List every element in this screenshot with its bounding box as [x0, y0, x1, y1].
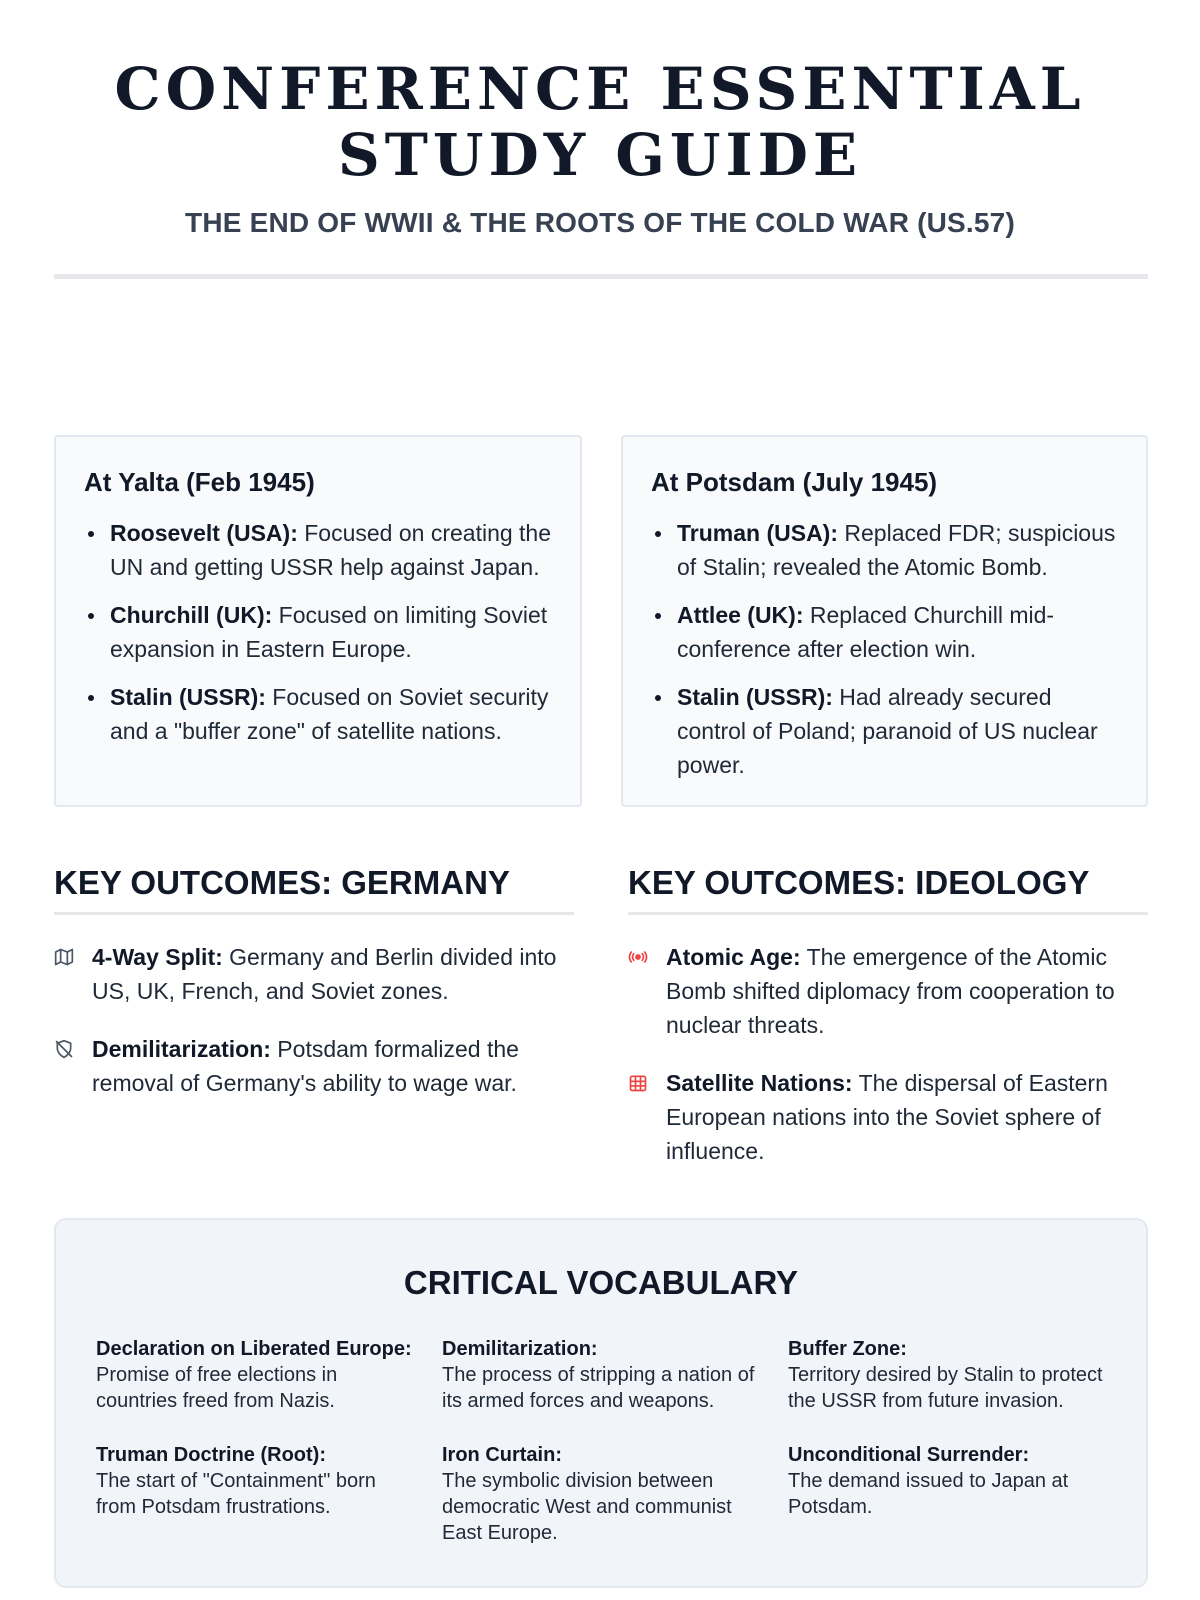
- vocab-term-definition: Territory desired by Stalin to protect the USSR from future invasion.: [788, 1364, 1103, 1412]
- yalta-card-title: At Yalta (Feb 1945): [84, 467, 315, 497]
- ideology-outcome-item: [628, 1066, 1148, 1168]
- list-item-text: Focused on limiting Soviet expansion in Eastern Europe.: [110, 602, 548, 662]
- yalta-card: [54, 435, 582, 807]
- vocab-term-definition: The start of "Containment" born from Potsdam frustrations.: [96, 1470, 376, 1518]
- outcome-text: [54, 1032, 574, 1100]
- vocab-term: [788, 1336, 1108, 1414]
- outcome-description: The emergence of the Atomic Bomb shifted diplomacy from cooperation to nuclear threats.: [666, 944, 1115, 1038]
- outcome-label: 4-Way Split:: [92, 944, 223, 970]
- list-item: [84, 680, 552, 748]
- list-item-label: Roosevelt (USA):: [110, 520, 298, 546]
- list-item-label: Truman (USA):: [677, 520, 838, 546]
- vocab-term-name: Truman Doctrine (Root):: [96, 1444, 326, 1466]
- germany-outcome-item: [54, 1032, 574, 1100]
- outcome-description: Germany and Berlin divided into US, UK, French, and Soviet zones.: [92, 944, 557, 1004]
- shield-off-icon: [54, 1039, 74, 1059]
- vocab-term-definition: The demand issued to Japan at Potsdam.: [788, 1470, 1069, 1518]
- list-item-text: Focused on creating the UN and getting USSR help against Japan.: [110, 520, 552, 580]
- vocab-term-definition: The symbolic division between democratic West and communist East Europe.: [442, 1470, 732, 1544]
- vocab-term: [442, 1442, 762, 1546]
- list-item-text: Replaced Churchill mid-conference after election win.: [677, 602, 1055, 662]
- germany-outcomes-heading: KEY OUTCOMES: GERMANY: [54, 864, 574, 915]
- vocab-term-definition: Promise of free elections in countries freed from Nazis.: [96, 1364, 338, 1412]
- page-subtitle: THE END OF WWII & THE ROOTS OF THE COLD WAR (US.57): [185, 207, 1015, 238]
- vocab-term: [442, 1336, 762, 1414]
- list-item-label: Attlee (UK):: [677, 602, 804, 628]
- ideology-outcome-item: [628, 940, 1148, 1042]
- list-item-label: Stalin (USSR):: [110, 684, 266, 710]
- vocab-term-name: Iron Curtain:: [442, 1444, 562, 1466]
- potsdam-card-title: At Potsdam (July 1945): [651, 467, 938, 497]
- potsdam-list: [651, 516, 1118, 782]
- outcome-text: [628, 940, 1148, 1042]
- vocab-term: [96, 1442, 416, 1520]
- outcome-label: Satellite Nations:: [666, 1070, 853, 1096]
- vocab-term-name: Buffer Zone:: [788, 1338, 907, 1360]
- vocab-term-name: Unconditional Surrender:: [788, 1444, 1030, 1466]
- germany-outcome-item: [54, 940, 574, 1008]
- vocab-term: [788, 1442, 1108, 1520]
- ideology-outcomes-heading: KEY OUTCOMES: IDEOLOGY: [628, 864, 1148, 915]
- vocab-term-name: Demilitarization:: [442, 1338, 598, 1360]
- list-item-label: Churchill (UK):: [110, 602, 273, 628]
- page-title: [0, 56, 1200, 188]
- list-item: [84, 516, 552, 584]
- outcome-description: The dispersal of Eastern European nations into the Soviet sphere of influence.: [666, 1070, 1108, 1164]
- vocab-term: [96, 1336, 416, 1414]
- list-item-text: Had already secured control of Poland; paranoid of US nuclear power.: [677, 684, 1098, 778]
- list-item: [651, 598, 1118, 666]
- list-item-text: Focused on Soviet security and a "buffer zone" of satellite nations.: [110, 684, 549, 744]
- list-item-label: Stalin (USSR):: [677, 684, 833, 710]
- header-divider: [54, 274, 1148, 279]
- vocab-term-definition: The process of stripping a nation of its armed forces and weapons.: [442, 1364, 755, 1412]
- list-item-text: Replaced FDR; suspicious of Stalin; revealed the Atomic Bomb.: [677, 520, 1116, 580]
- page-title-line2: STUDY GUIDE: [337, 121, 863, 189]
- list-item: [651, 516, 1118, 584]
- potsdam-card: [621, 435, 1148, 807]
- outcome-label: Demilitarization:: [92, 1036, 271, 1062]
- outcome-text: [628, 1066, 1148, 1168]
- list-item: [651, 680, 1118, 782]
- page-title-line1: CONFERENCE ESSENTIAL: [114, 55, 1086, 123]
- outcome-description: Potsdam formalized the removal of Germany's ability to wage war.: [92, 1036, 519, 1096]
- vocabulary-box: [54, 1218, 1148, 1588]
- vocabulary-heading: CRITICAL VOCABULARY: [403, 1264, 799, 1301]
- map-icon: [54, 947, 74, 967]
- radiation-icon: [628, 947, 648, 967]
- yalta-list: [84, 516, 552, 748]
- outcome-label: Atomic Age:: [666, 944, 801, 970]
- list-item: [84, 598, 552, 666]
- vocab-term-name: Declaration on Liberated Europe:: [96, 1338, 412, 1360]
- outcome-text: [54, 940, 574, 1008]
- grid-icon: [628, 1073, 648, 1093]
